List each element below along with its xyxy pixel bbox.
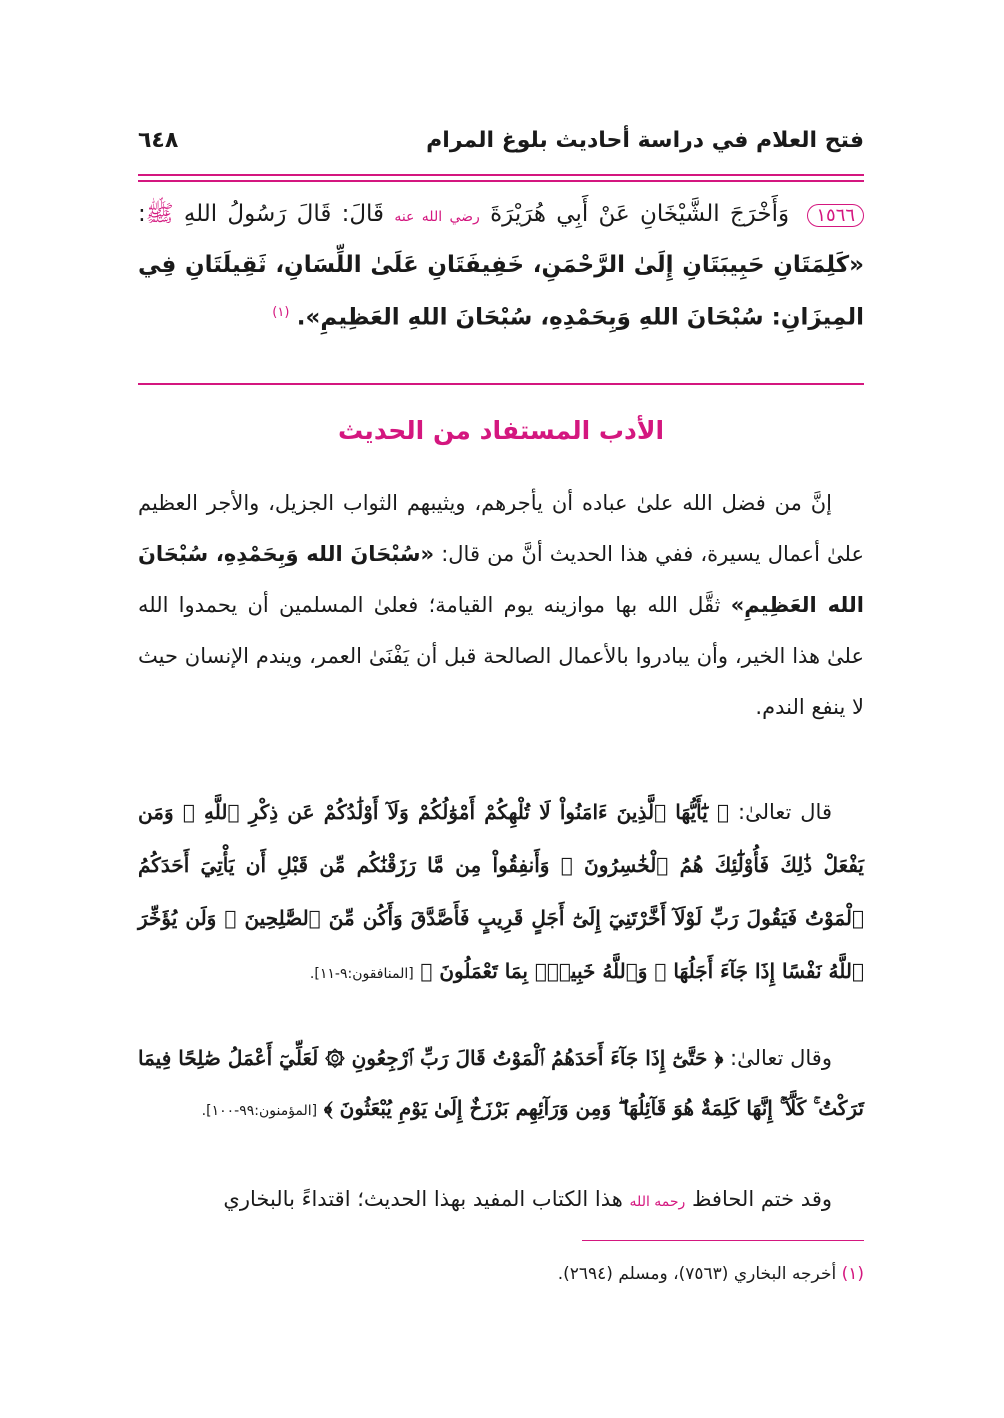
paragraph-benefit [138,478,864,733]
companion-honorific: رضي الله عنه [394,209,480,225]
book-title: فتح العلام في دراسة أحاديث بلوغ المرام [426,128,864,153]
paragraph-text: هذا الكتاب المفيد بهذا الحديث؛ اقتداءً بالبخاري [223,1187,630,1211]
prophet-honorific: ﷺ [145,201,174,227]
hadith-matn: «كَلِمَتَانِ حَبِيبَتَانِ إِلَىٰ الرَّحْمَنِ، خَفِيفَتَانِ عَلَىٰ اللِّسَانِ، ثَقِيلَتَانِ فِي المِيزَانِ: سُبْحَانَ اللهِ وَبِحَمْدِهِ، سُبْحَانَ اللهِ العَظِيمِ». [138,252,864,331]
paragraph-verse-munafiqun [138,786,864,1001]
paragraph-text: إنَّ من فضل الله علىٰ عباده أن يأجرهم، ويثيبهم الثواب الجزيل، والأجر العظيم علىٰ أعمال يسيرة، ففي هذا الحديث أنَّ من قال: [138,491,864,566]
verse-reference: [المؤمنون:٩٩-١٠٠]. [201,1103,318,1119]
page-header [138,128,864,168]
header-rule-top [138,174,864,176]
header-rule-bottom [138,180,864,182]
page-number: ٦٤٨ [138,128,179,153]
verse-lead: وقال تعالىٰ: [723,1046,832,1070]
verse-lead: قال تعالىٰ: [729,800,832,824]
footnote-text: أخرجه البخاري (٧٥٦٣)، ومسلم (٢٦٩٤). [557,1264,842,1284]
verse-reference: [المنافقون:٩-١١]. [309,966,414,982]
paragraph-closing [138,1176,864,1225]
hadith-number-badge: ١٥٦٦ [807,204,864,227]
hadith-said: قَالَ: قَالَ رَسُولُ اللهِ [183,201,385,227]
hadith-colon: : [138,201,146,227]
hadith-intro: وَأَخْرَجَ الشَّيْخَانِ عَنْ أَبِي هُرَيْرَةَ [490,201,790,227]
footnote [138,1264,864,1284]
section-heading: الأدب المستفاد من الحديث [337,416,665,445]
hadith-block [138,190,864,342]
paragraph-text: وقد ختم الحافظ [685,1187,832,1211]
footnote-marker: (١) [272,305,290,320]
quran-verse: ﴿ يَٰٓأَيُّهَا ٱلَّذِينَ ءَامَنُواْ لَا تُلْهِكُمْ أَمْوَٰلُكُمْ وَلَآ أَوْلَٰدُكُمْ عَن ذِكْرِ ٱللَّهِ ۚ وَمَن يَفْعَلْ ذَٰلِكَ فَأُوْلَٰٓئِكَ هُمُ ٱلْخَٰسِرُونَ ۞ وَأَنفِقُواْ مِن مَّا رَزَقْنَٰكُم مِّن قَبْلِ أَن يَأْتِيَ أَحَدَكُمُ ٱلْمَوْتُ فَيَقُولَ رَبِّ لَوْلَآ أَخَّرْتَنِيٓ إِلَىٰٓ أَجَلٍ قَرِيبٍ فَأَصَّدَّقَ وَأَكُن مِّنَ ٱلصَّٰلِحِينَ ۞ وَلَن يُؤَخِّرَ ٱللَّهُ نَفْسًا إِذَا جَآءَ أَجَلُهَا ۚ وَٱللَّهُ خَبِيرٌۢ بِمَا تَعْمَلُونَ ﴾ [138,800,864,983]
bold-dhikr-quote: «سُبْحَانَ الله وَبِحَمْدِهِ، سُبْحَانَ الله العَظِيمِ» [138,542,864,617]
paragraph-text: ثقَّل الله بها موازينه يوم القيامة؛ فعلىٰ المسلمين أن يحمدوا الله علىٰ هذا الخير، وأن يبادروا بالأعمال الصالحة قبل أن يَفْنَىٰ العمر، ويندم الإنسان حيث لا ينفع الندم. [138,593,864,719]
hadith-separator [138,383,864,385]
footnote-separator [582,1240,864,1241]
quran-verse: ﴿ حَتَّىٰٓ إِذَا جَآءَ أَحَدَهُمُ ٱلْمَوْتُ قَالَ رَبِّ ٱرْجِعُونِ ۞ لَعَلِّيٓ أَعْمَلُ صَٰلِحًا فِيمَا تَرَكْتُ ۚ كَلَّآ ۚ إِنَّهَا كَلِمَةٌ هُوَ قَآئِلُهَا ۖ وَمِن وَرَآئِهِم بَرْزَخٌ إِلَىٰ يَوْمِ يُبْعَثُونَ ﴾ [138,1046,864,1120]
paragraph-verse-muminun [138,1033,864,1136]
footnote-number: (١) [841,1264,864,1284]
hafiz-honorific: رحمه الله [629,1194,686,1210]
